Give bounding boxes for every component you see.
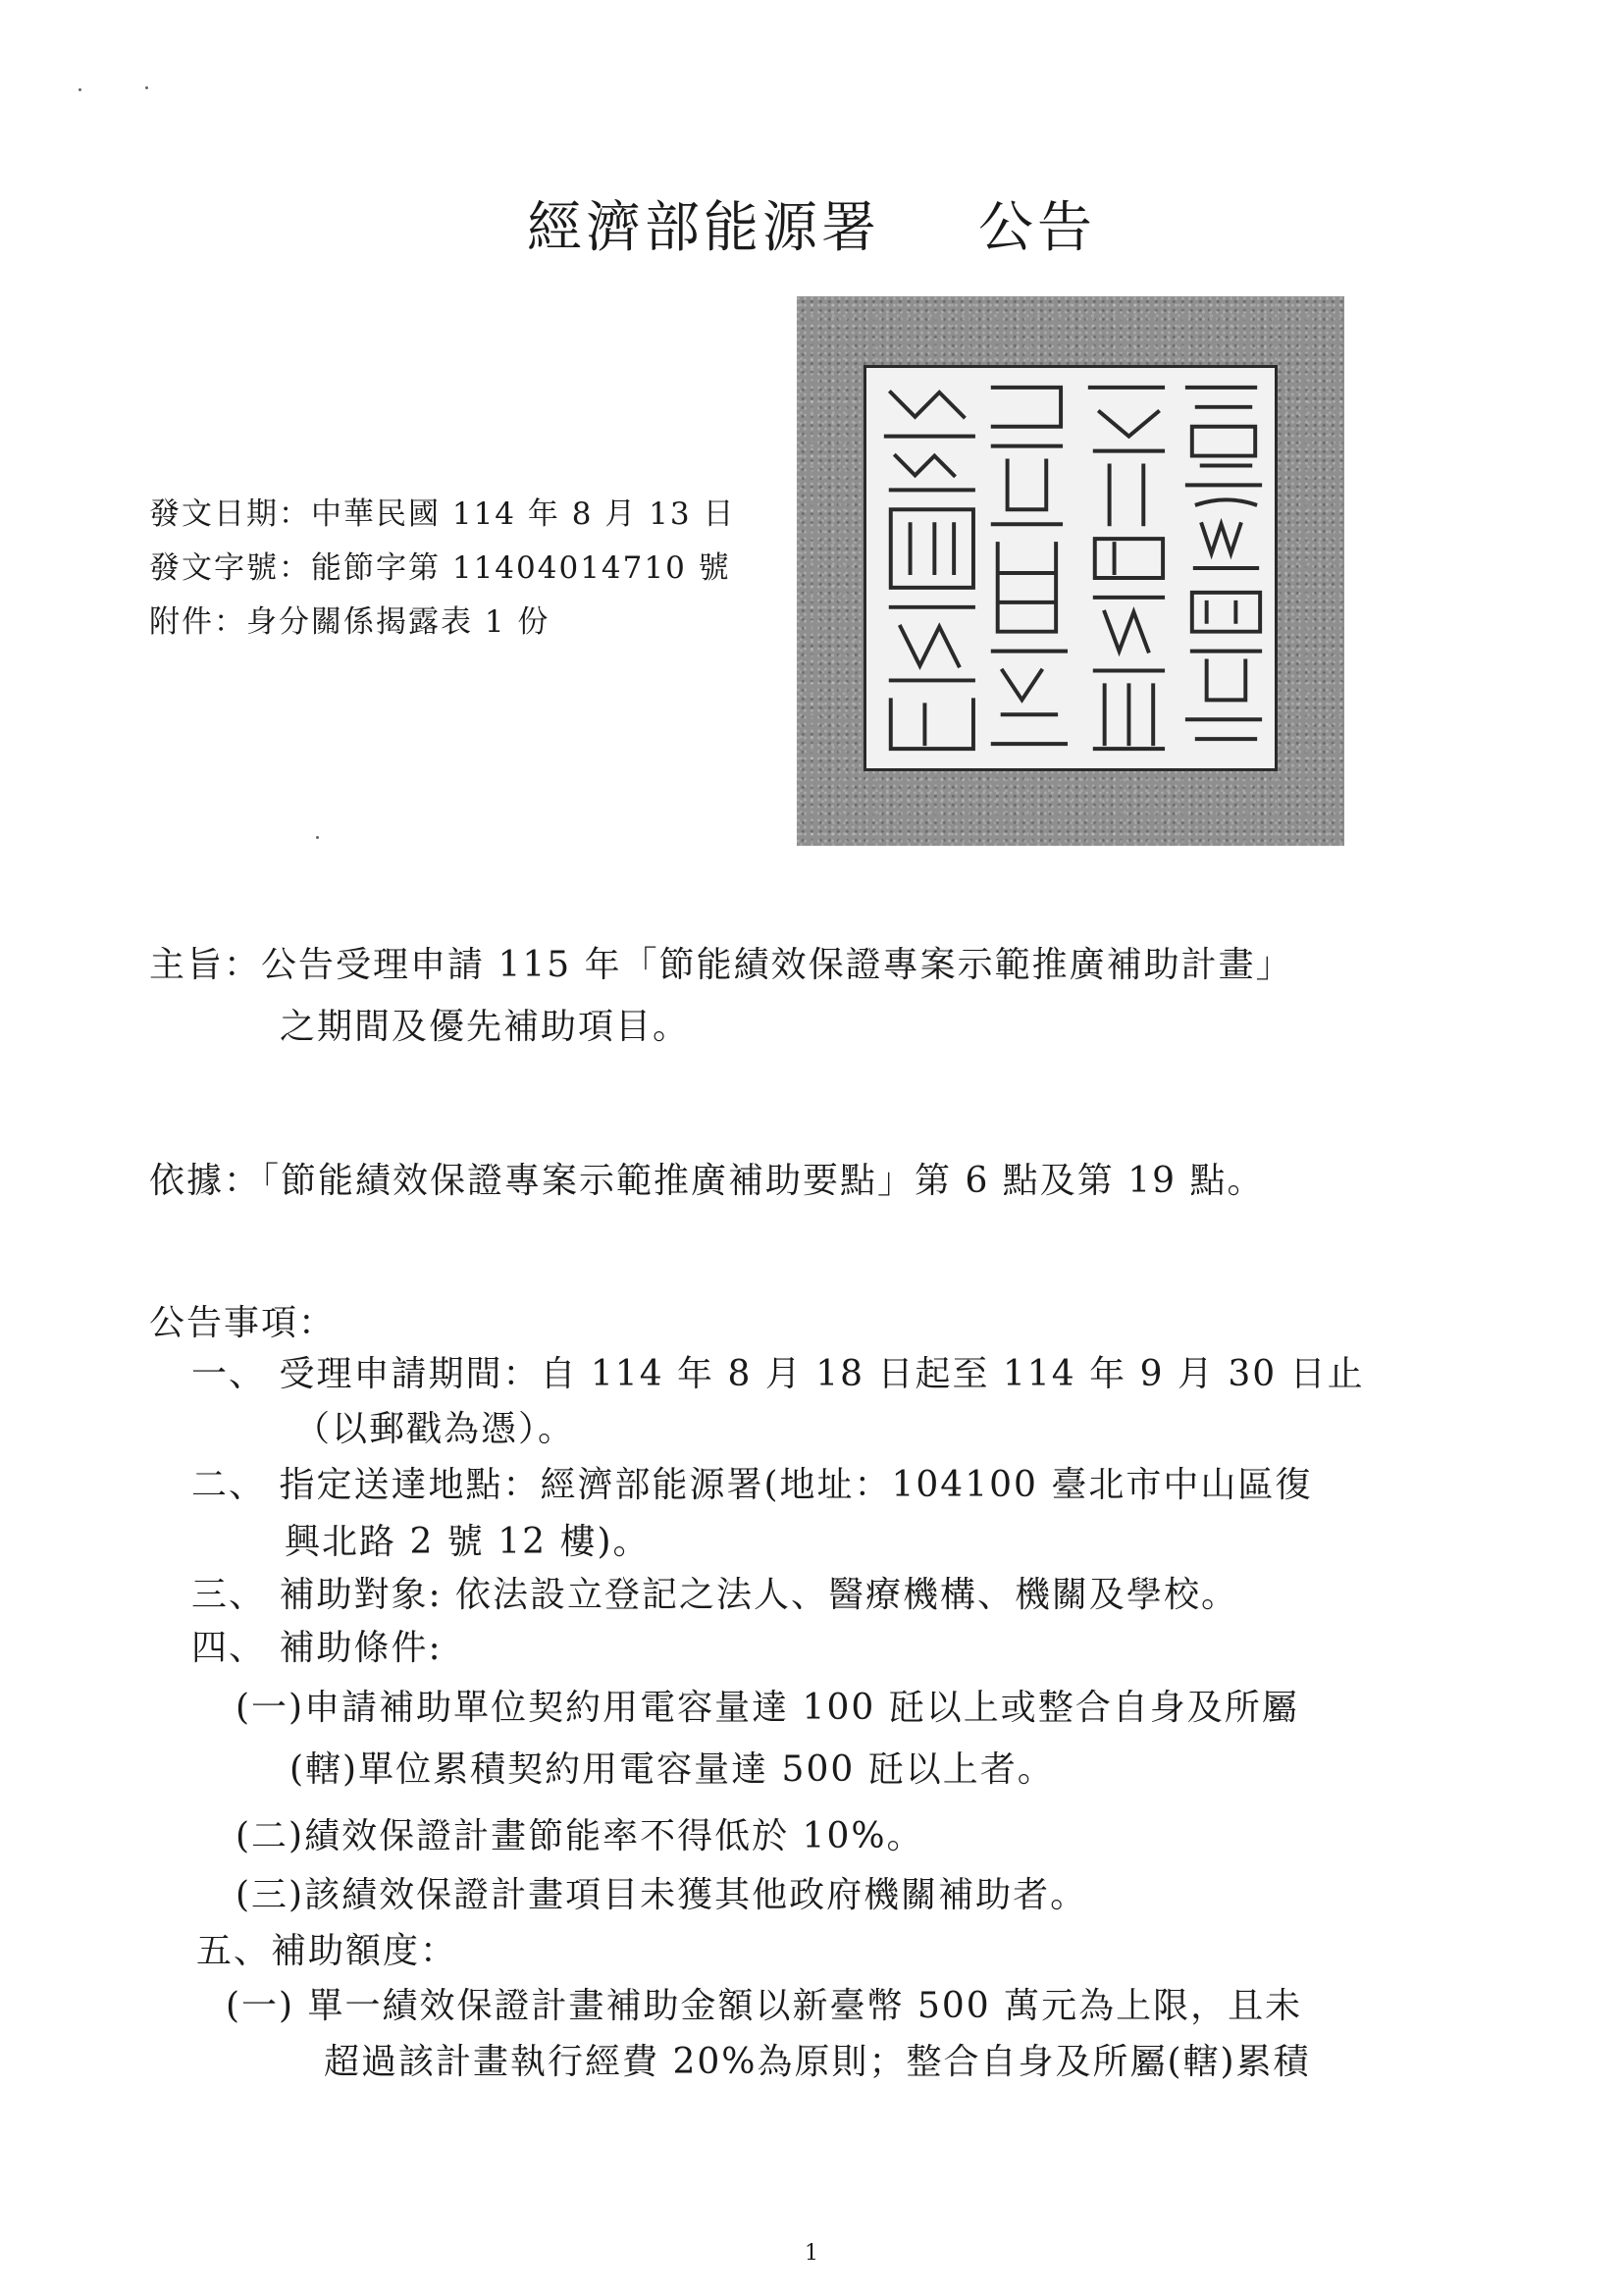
notice-item-4-sub-3: (三)該績效保證計畫項目未獲其他政府機關補助者。 <box>236 1875 1088 1915</box>
document-title <box>0 184 1623 263</box>
notice-heading: 公告事項： <box>149 1303 337 1343</box>
notice-item-1-cont: （以郵戳為憑）。 <box>294 1409 576 1449</box>
attachment-value: 身分關係揭露表 1 份 <box>246 604 550 640</box>
issue-date-label: 發文日期： <box>149 496 311 532</box>
scan-speck <box>145 86 148 89</box>
notice-item-4-sub-1: (一)申請補助單位契約用電容量達 100 瓩以上或整合自身及所屬 <box>236 1688 1299 1728</box>
issue-date-value: 中華民國 114 年 8 月 13 日 <box>311 496 736 532</box>
reference-number-value: 能節字第 11404014710 號 <box>311 550 731 586</box>
agency-name: 經濟部能源署 <box>527 196 880 260</box>
basis-line: 依據：「節能績效保證專案示範推廣補助要點」第 6 點及第 19 點。 <box>149 1161 1265 1201</box>
attachment-label: 附件： <box>149 604 246 640</box>
notice-item-2-cont: 興北路 2 號 12 樓)。 <box>285 1522 651 1562</box>
document-type: 公告 <box>978 196 1096 260</box>
notice-item-4-sub-2: (二)績效保證計畫節能率不得低於 10%。 <box>236 1816 924 1856</box>
notice-item-4-sub-1-cont: (轄)單位累積契約用電容量達 500 瓩以上者。 <box>289 1749 1055 1790</box>
notice-item-1: 一、 受理申請期間：自 114 年 8 月 18 日起至 114 年 9 月 30 日止 <box>191 1354 1365 1394</box>
notice-item-5-sub-1: (一) 單一績效保證計畫補助金額以新臺幣 500 萬元為上限，且未 <box>226 1986 1303 2026</box>
seal-face <box>864 365 1278 771</box>
page-number: 1 <box>805 2241 818 2266</box>
scan-speck <box>316 836 319 839</box>
subject-line-2: 之期間及優先補助項目。 <box>280 1007 691 1047</box>
notice-item-4: 四、 補助條件: <box>191 1628 443 1668</box>
notice-item-2: 二、 指定送達地點：經濟部能源署(地址：104100 臺北市中山區復 <box>191 1465 1313 1505</box>
scan-speck <box>79 88 81 91</box>
attachment <box>149 597 550 641</box>
notice-item-3: 三、 補助對象: 依法設立登記之法人、醫療機構、機關及學校。 <box>191 1575 1239 1615</box>
seal-script-icon <box>866 368 1275 768</box>
notice-item-5-sub-1-cont: 超過該計畫執行經費 20%為原則；整合自身及所屬(轄)累積 <box>324 2042 1311 2082</box>
official-seal <box>797 296 1344 846</box>
subject-line-1: 主旨：公告受理申請 115 年「節能績效保證專案示範推廣補助計畫」 <box>149 945 1293 985</box>
reference-number <box>149 543 731 587</box>
issue-date <box>149 489 735 533</box>
reference-number-label: 發文字號： <box>149 550 311 586</box>
notice-item-5: 五、補助額度： <box>196 1931 458 1971</box>
